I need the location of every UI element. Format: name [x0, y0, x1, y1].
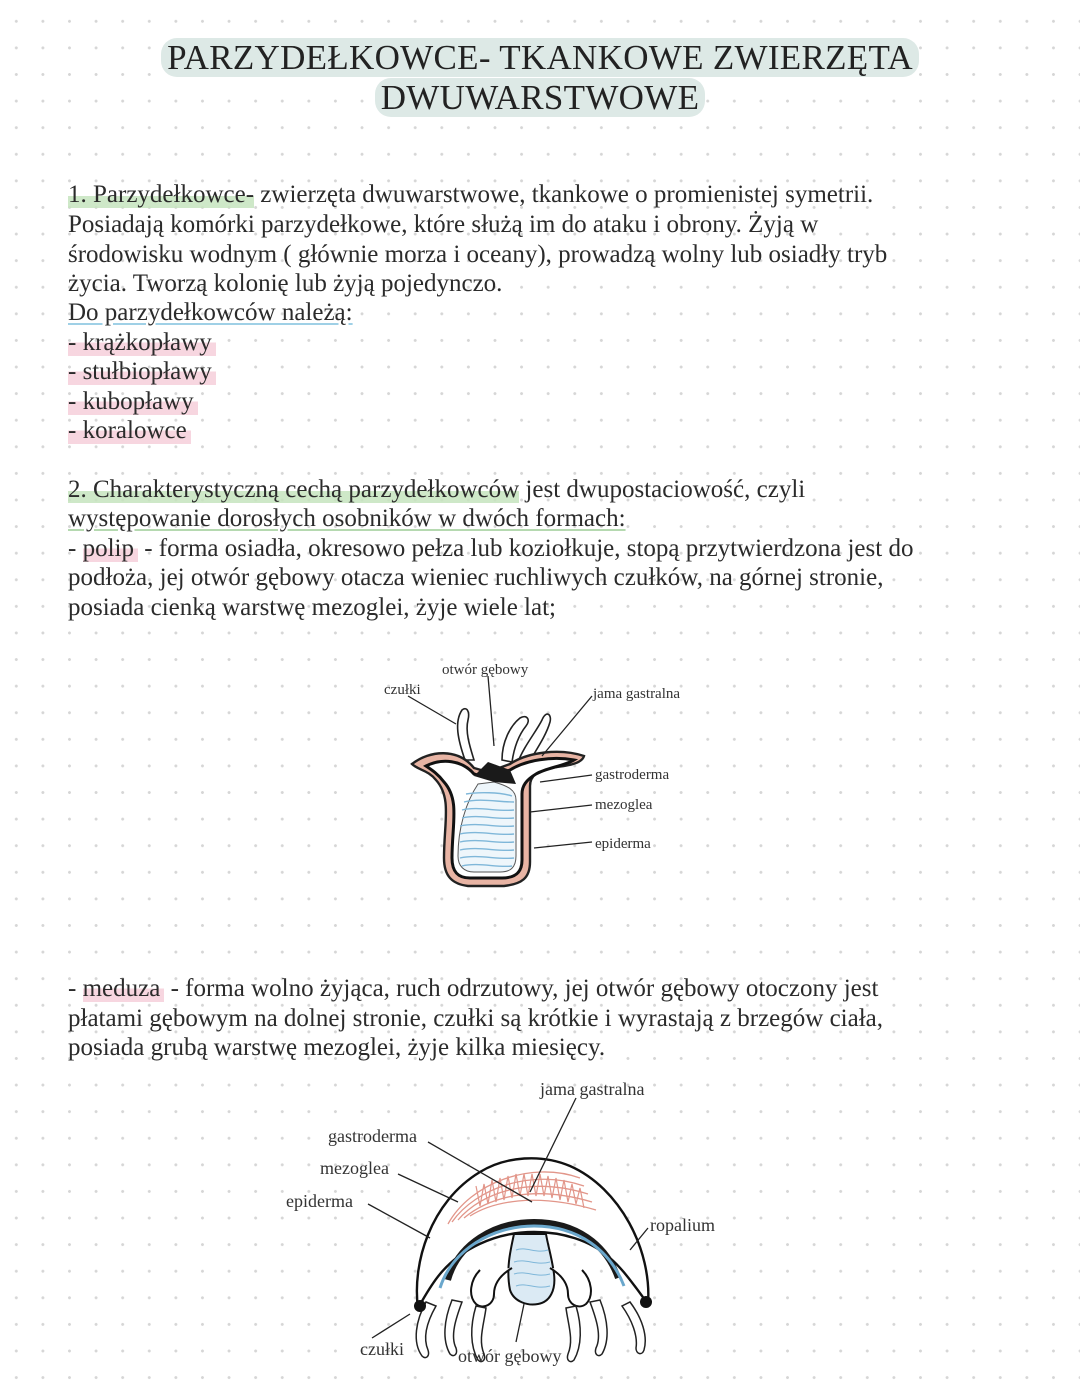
section1-line1-text: zwierzęta dwuwarstwowe, tkankowe o promienistej symetrii.	[254, 181, 874, 208]
list-item-text: - kubopławy	[68, 388, 198, 415]
list-item	[68, 357, 216, 386]
medusa-label-rhopalium: ropalium	[650, 1215, 715, 1235]
section1-line-1	[68, 180, 873, 209]
section2-line-2	[68, 504, 626, 533]
section1-line-3: środowisku wodnym ( głównie morza i oceany), prowadzą wolny lub osiadły tryb	[68, 241, 888, 268]
medusa-label-tentacles: czułki	[360, 1339, 404, 1359]
medusa-label-epidermis: epiderma	[286, 1191, 353, 1211]
polyp-label-epidermis: epiderma	[595, 836, 651, 852]
page-title-line-1	[0, 38, 1080, 78]
medusa-manubrium	[508, 1234, 554, 1304]
meduza-line-2: płatami gębowym na dolnej stronie, czułki są krótkie i wyrastają z brzegów ciała,	[68, 1005, 884, 1032]
page-title-line-2	[0, 78, 1080, 118]
meduza-line-3: posiada grubą warstwę mezoglei, żyje kilka miesięcy.	[68, 1034, 606, 1061]
polyp-label-tentacles: czułki	[384, 682, 421, 698]
dash: -	[68, 535, 83, 562]
polip-line1-text: - forma osiadła, okresowo pełza lub koziołkuje, stopą przytwierdzona jest do	[137, 535, 914, 562]
meduza-line-1	[68, 974, 878, 1003]
medusa-label-mouth: otwór gębowy	[458, 1346, 562, 1366]
polyp-label-gastric-cavity: jama gastralna	[593, 686, 681, 702]
meduza-term: meduza	[83, 975, 165, 1002]
polip-line-2: podłoża, jej otwór gębowy otacza wieniec ruchliwych czułków, na górnej stronie,	[68, 564, 884, 591]
dash: -	[68, 975, 83, 1002]
polyp-label-gastrodermis: gastroderma	[595, 767, 670, 783]
section2-line2-text: występowanie dorosłych osobników w dwóch formach:	[68, 505, 626, 532]
medusa-diagram	[280, 1074, 740, 1374]
section2-line1-text: jest dwupostaciowość, czyli	[519, 476, 806, 503]
medusa-rhopalium-left	[414, 1300, 426, 1312]
meduza-line1-text: - forma wolno żyjąca, ruch odrzutowy, jej otwór gębowy otoczony jest	[164, 975, 879, 1002]
title-text-1: PARZYDEŁKOWCE- TKANKOWE ZWIERZĘTA	[161, 38, 919, 77]
title-text-2: DWUWARSTWOWE	[375, 78, 706, 117]
section2-line-1	[68, 475, 805, 504]
medusa-label-mesoglea: mezoglea	[320, 1158, 389, 1178]
section1-term: 1. Parzydełkowce-	[68, 181, 255, 208]
polip-line-1	[68, 534, 913, 563]
polyp-label-mesoglea: mezoglea	[595, 797, 653, 813]
list-item	[68, 416, 191, 445]
medusa-oral-arm-left	[471, 1268, 512, 1306]
medusa-label-gastric-cavity: jama gastralna	[540, 1079, 645, 1099]
polip-line-3: posiada cienką warstwę mezoglei, żyje wiele lat;	[68, 594, 556, 621]
polyp-diagram	[370, 652, 710, 910]
list-item-text: - krążkopławy	[68, 329, 216, 356]
list-item	[68, 328, 216, 357]
medusa-label-gastrodermis: gastroderma	[328, 1126, 417, 1146]
polip-term: polip	[83, 535, 138, 562]
list-item-text: - koralowce	[68, 417, 191, 444]
section2-heading: 2. Charakterystyczną cechą parzydełkowców	[68, 476, 520, 503]
section1-list-intro	[68, 298, 353, 327]
list-intro-text: Do parzydełkowców należą:	[68, 299, 353, 326]
medusa-oral-arm-right	[550, 1268, 591, 1306]
list-item	[68, 387, 198, 416]
polyp-label-mouth: otwór gębowy	[442, 662, 529, 678]
list-item-text: - stułbiopławy	[68, 358, 216, 385]
section1-line-4: życia. Tworzą kolonię lub żyją pojedynczo.	[68, 270, 503, 297]
section1-line-2: Posiadają komórki parzydełkowe, które służą im do ataku i obrony. Żyją w	[68, 211, 819, 238]
medusa-rhopalium-right	[640, 1296, 652, 1308]
